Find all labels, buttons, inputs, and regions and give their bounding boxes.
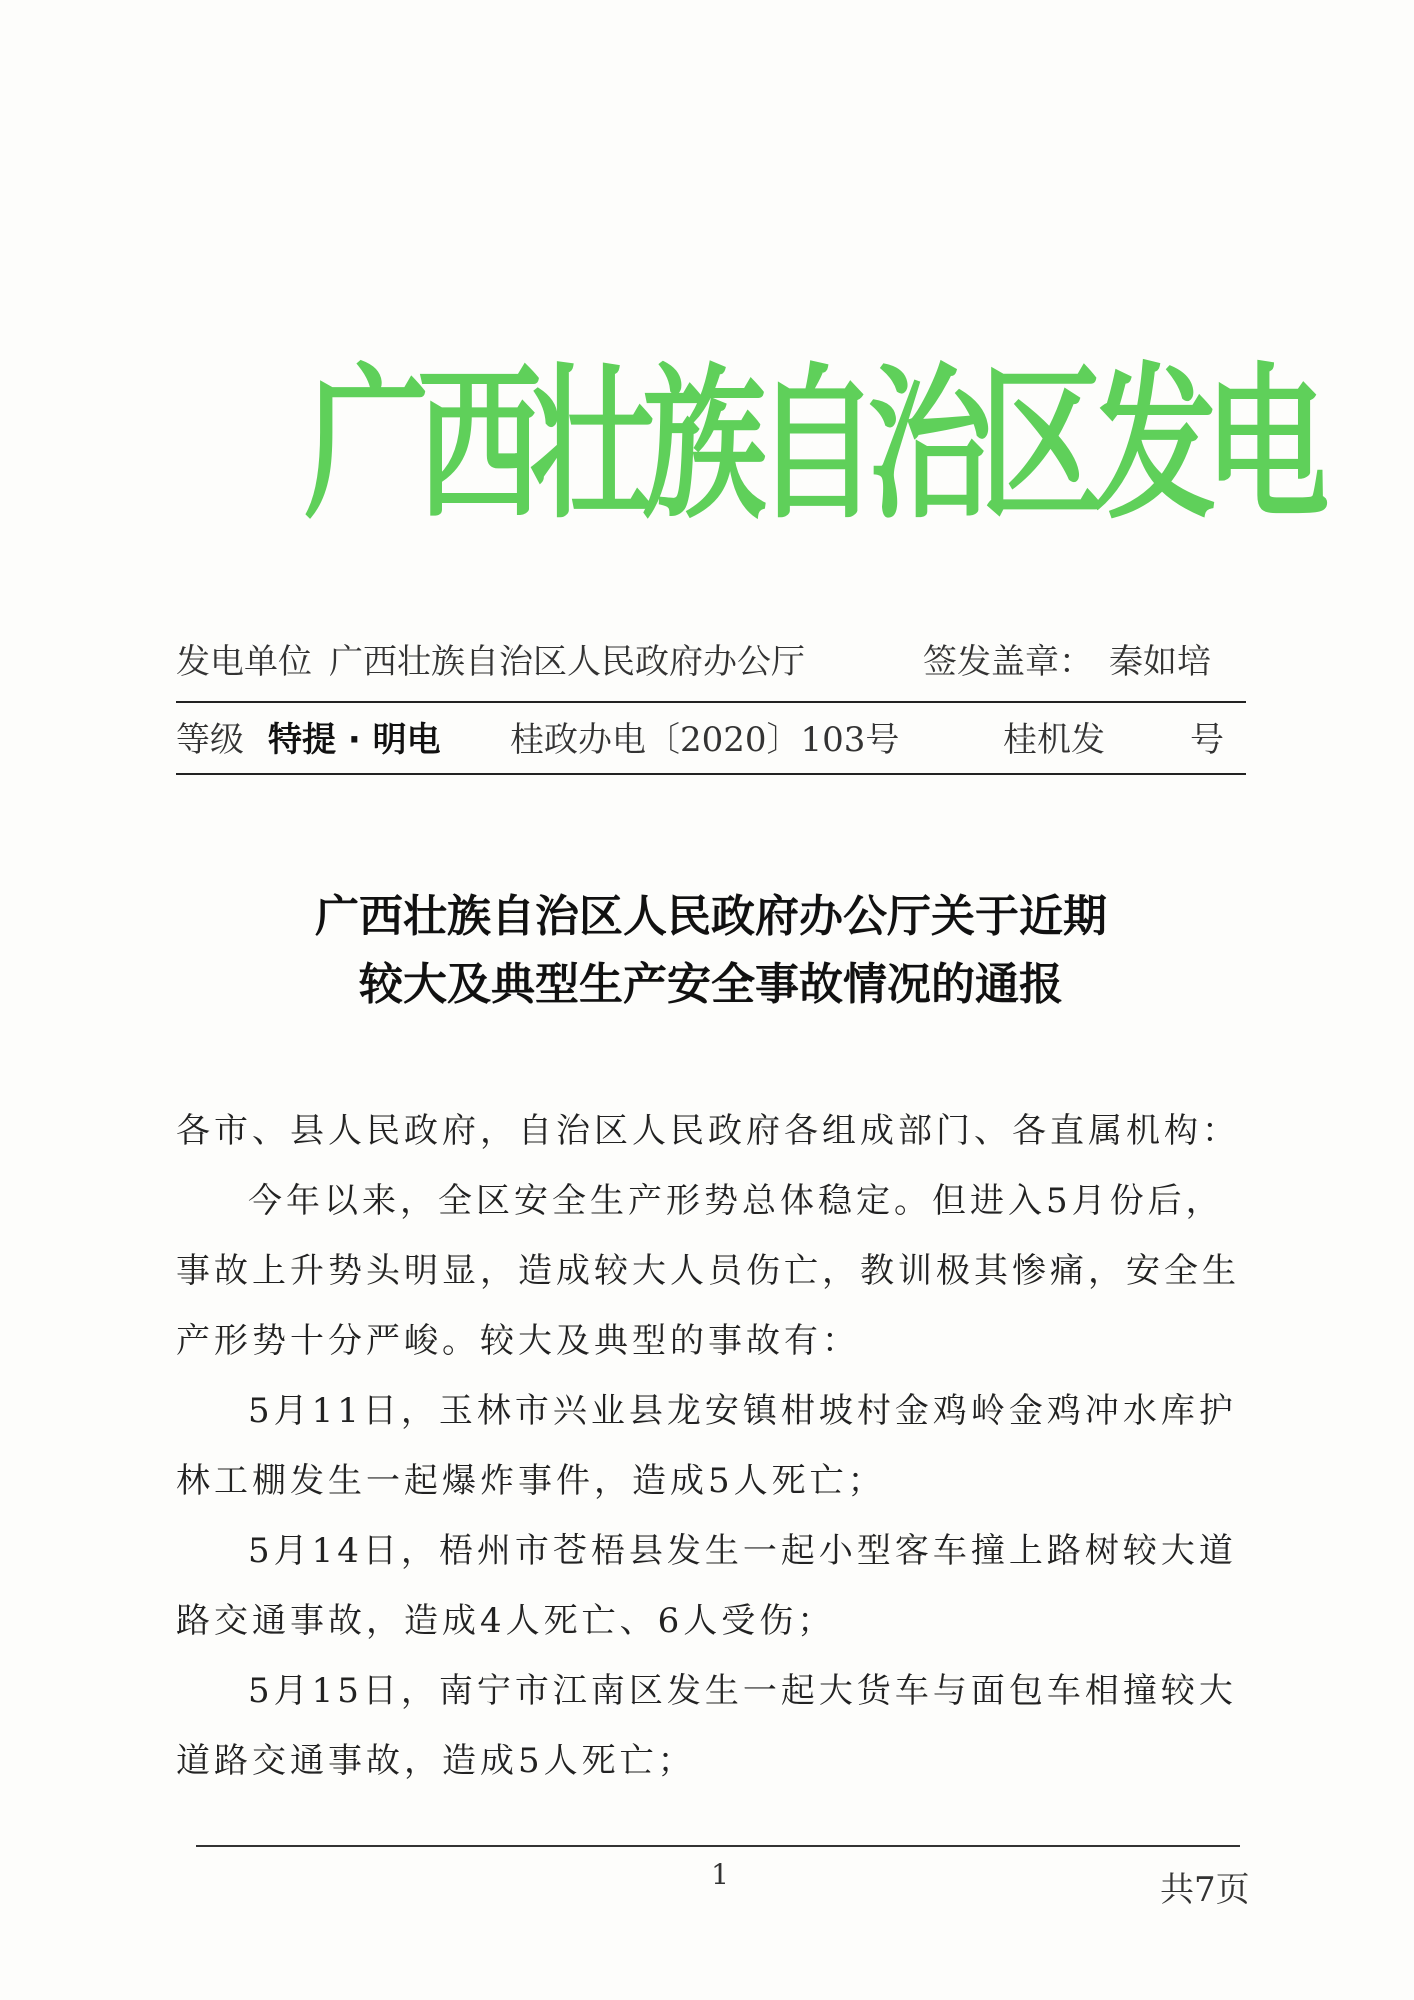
signer-label: 签发盖章： [923,642,1093,682]
issuer-name: 广西壮族自治区人民政府办公厅 [329,642,805,682]
masthead-title: 广西壮族自治区发电 [304,348,1318,542]
addressee-line: 各市、县人民政府，自治区人民政府各组成部门、各直属机构： [176,1111,1240,1151]
machine-label: 桂机发 [1003,720,1105,760]
paragraph-line: 道路交通事故，造成5人死亡； [176,1741,696,1781]
paragraph-line: 5月14日，梧州市苍梧县发生一起小型客车撞上路树较大道 [248,1531,1237,1571]
paragraph-line: 产形势十分严峻。较大及典型的事故有： [176,1321,860,1361]
paragraph-line: 今年以来，全区安全生产形势总体稳定。但进入5月份后， [248,1181,1224,1221]
page-number: 1 [711,1858,729,1891]
machine-suffix: 号 [1190,720,1224,760]
paragraph-line: 林工棚发生一起爆炸事件，造成5人死亡； [176,1461,886,1501]
paragraph-line: 事故上升势头明显，造成较大人员伤亡，教训极其惨痛，安全生 [176,1251,1240,1291]
document-title-line-2: 较大及典型生产安全事故情况的通报 [359,959,1063,1010]
document-body [176,1096,1252,1796]
paragraph-line: 路交通事故，造成4人死亡、6人受伤； [176,1601,836,1641]
footer-rule [196,1845,1240,1847]
total-pages: 共7页 [1160,1870,1250,1910]
header-rule-top [176,701,1246,703]
grade-value: 特提 · 明电 [268,720,441,760]
paragraph-line: 5月15日，南宁市江南区发生一起大货车与面包车相撞较大 [248,1671,1237,1711]
signer-name: 秦如培 [1109,642,1211,682]
header-rule-bottom [176,773,1246,775]
document-number: 桂政办电〔2020〕103号 [510,720,900,760]
paragraph-line: 5月11日，玉林市兴业县龙安镇柑坡村金鸡岭金鸡冲水库护 [248,1391,1237,1431]
document-title-line-1: 广西壮族自治区人民政府办公厅关于近期 [315,891,1107,942]
issuer-label: 发电单位 [176,642,312,682]
grade-label: 等级 [176,720,244,760]
